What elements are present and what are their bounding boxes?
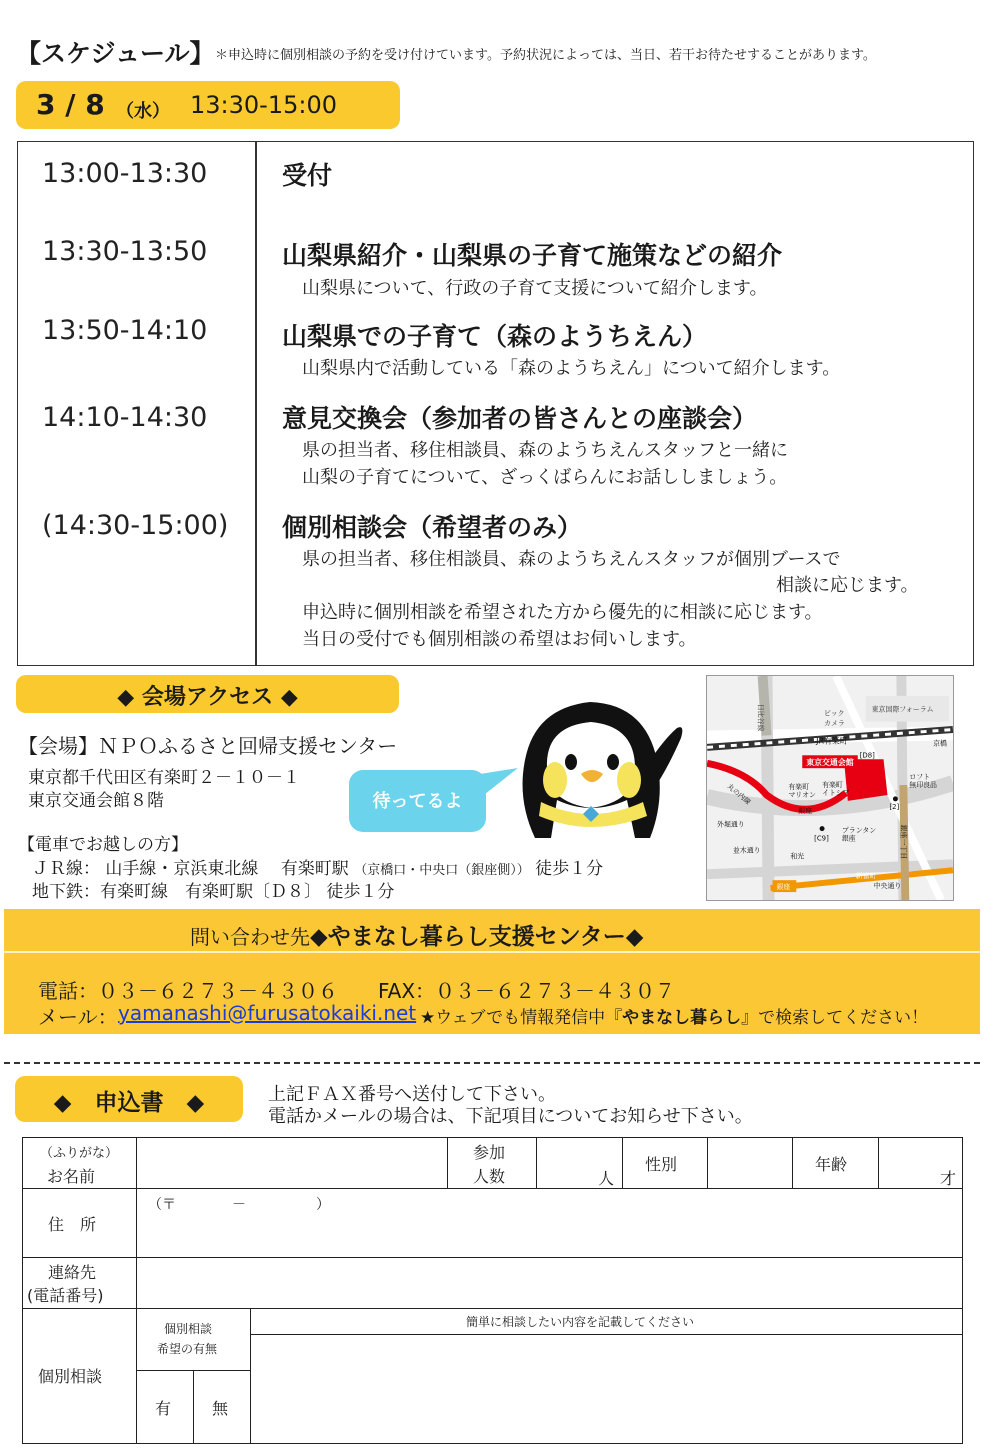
- name-field[interactable]: [136, 1137, 448, 1189]
- event-date: 3 / 8: [36, 88, 105, 121]
- svg-text:マリオン: マリオン: [788, 790, 816, 799]
- venue-name: 【会場】ＮＰＯふるさと回帰支援センター: [18, 734, 398, 758]
- contact-label-2: (電話番号): [27, 1286, 104, 1305]
- svg-text:イトシア: イトシア: [822, 788, 850, 797]
- schedule-title-3: 山梨県での子育て（森のようちえん）: [282, 322, 708, 351]
- consult-content-field[interactable]: [250, 1334, 963, 1444]
- venue-address-2: 東京交通会館８階: [28, 791, 164, 811]
- map-label-c9: [C9]: [814, 834, 829, 843]
- age-unit: 才: [940, 1169, 957, 1188]
- consult-note: 簡単に相談したい内容を記載してください: [466, 1315, 695, 1329]
- schedule-title-1: 受付: [282, 161, 333, 190]
- schedule-title-5: 個別相談会（希望者のみ）: [282, 513, 583, 542]
- svg-text:プランタン: プランタン: [841, 826, 877, 835]
- jr-exit: （京橋口・中央口（銀座側））: [354, 863, 530, 878]
- map-label-kyobashi: 京橋: [933, 739, 947, 748]
- schedule-desc-5d: 当日の受付でも個別相談の希望はお伺いします。: [302, 629, 697, 650]
- consult-no-label: 無: [212, 1399, 229, 1418]
- map-label-sotobori: 外堀通り: [717, 820, 745, 829]
- map-label-bic: ビック: [824, 709, 845, 718]
- contact-heading-name: ◆やまなし暮らし支援センター◆: [310, 924, 644, 950]
- train-access-label: 【電車でお越しの方】: [18, 835, 188, 855]
- contact-email-link[interactable]: yamanashi@furusatokaiki.net: [118, 1001, 417, 1025]
- address-label: 住 所: [48, 1215, 97, 1234]
- venue-heading: ◆ 会場アクセス ◆: [117, 685, 298, 710]
- name-label: お名前: [47, 1167, 96, 1186]
- map-label-chuo: 中央通り: [873, 882, 902, 891]
- consult-yes-label: 有: [155, 1399, 172, 1418]
- gender-field[interactable]: [707, 1137, 793, 1189]
- schedule-time-1: 13:00-13:30: [42, 158, 208, 189]
- contact-heading: [190, 918, 643, 951]
- count-label-1: 参加: [473, 1143, 506, 1162]
- bubble-text: 待ってるよ: [372, 791, 463, 812]
- map-label-d8: [D8]: [859, 751, 875, 760]
- age-label: 年齢: [815, 1155, 848, 1174]
- schedule-desc-5c: 申込時に個別相談を希望された方から優先的に相談に応じます。: [302, 602, 823, 623]
- furigana-label: （ふりがな）: [40, 1146, 119, 1161]
- schedule-divider: [255, 141, 257, 666]
- venue-map: [706, 675, 954, 901]
- contact-phone: 電話：０３－６２７３－４３０６: [38, 979, 338, 1003]
- map-label-marunouchi: 丸の内線: [725, 782, 752, 807]
- schedule-title: 【スケジュール】: [16, 39, 215, 68]
- jr-walk: 徒歩１分: [535, 859, 604, 879]
- schedule-desc-3: 山梨県内で活動している「森のようちえん」について紹介します。: [302, 358, 841, 379]
- form-heading: ◆ 申込書 ◆: [53, 1090, 205, 1116]
- map-label-hibiya: 日比谷線: [756, 703, 765, 732]
- consult-wish-label-1: 個別相談: [164, 1322, 213, 1336]
- map-label-kotsu: 東京交通会館: [806, 758, 854, 768]
- schedule-time-2: 13:30-13:50: [42, 236, 208, 267]
- schedule-desc-4b: 山梨の子育てについて、ざっくばらんにお話ししましょう。: [302, 467, 788, 488]
- web-suffix: 』で検索してください！: [741, 1008, 929, 1028]
- count-label-2: 人数: [473, 1167, 506, 1186]
- jr-lines: 山手線・京浜東北線 有楽町駅: [105, 859, 349, 879]
- contact-web-note: [420, 1003, 928, 1028]
- contact-fax: FAX：０３－６２７３－４３０７: [378, 979, 676, 1003]
- contact-label-1: 連絡先: [48, 1263, 97, 1282]
- form-instruction-1: 上記ＦＡＸ番号へ送付して下さい。: [268, 1084, 556, 1105]
- subway-access: 地下鉄：有楽町線 有楽町駅〔Ｄ８〕 徒歩１分: [32, 882, 395, 902]
- map-label-forum: 東京国際フォーラム: [871, 705, 934, 714]
- web-prefix: ★ウェブでも情報発信中『: [420, 1008, 623, 1028]
- form-instruction-2: 電話かメールの場合は、下記項目についてお知らせ下さい。: [268, 1106, 753, 1127]
- svg-text:無印良品: 無印良品: [909, 781, 937, 790]
- map-label-ginza1: 銀座一丁目: [899, 824, 908, 860]
- schedule-time-4: 14:10-14:30: [42, 402, 208, 433]
- schedule-desc-2: 山梨県について、行政の子育て支援について紹介します。: [302, 278, 768, 299]
- phone-field[interactable]: [136, 1257, 963, 1309]
- svg-text:カメラ: カメラ: [824, 719, 845, 728]
- consult-wish-label-2: 希望の有無: [157, 1342, 218, 1356]
- person-unit: 人: [598, 1169, 615, 1188]
- map-label-namiki: 並木通り: [732, 846, 761, 855]
- penguin-mascot-icon: [495, 690, 695, 838]
- web-name: やまなし暮らし: [622, 1008, 742, 1028]
- svg-text:銀座: 銀座: [841, 834, 856, 843]
- svg-text:有楽町: 有楽町: [788, 782, 810, 791]
- venue-address-1: 東京都千代田区有楽町２－１０－１: [28, 768, 300, 788]
- schedule-title-2: 山梨県紹介・山梨県の子育て施策などの紹介: [282, 241, 783, 270]
- event-time: 13:30-15:00: [190, 91, 337, 119]
- svg-text:ロフト: ロフト: [909, 773, 931, 782]
- map-label-jr: JR有楽町: [816, 736, 848, 746]
- gender-label: 性別: [645, 1155, 678, 1174]
- map-label-ginza-st: 銀座: [776, 883, 791, 892]
- contact-separator: [4, 951, 980, 953]
- postal-code-hint: （〒 － ）: [148, 1197, 330, 1213]
- map-label-wako: 和光: [790, 852, 805, 861]
- contact-mail-label: メール：: [38, 1005, 118, 1029]
- schedule-note: ＊申込時に個別相談の予約を受け付けています。予約状況によっては、当日、若干お待たせすることがあります。: [215, 48, 876, 63]
- schedule-desc-4a: 県の担当者、移住相談員、森のようちえんスタッフと一緒に: [302, 440, 788, 461]
- jr-prefix: ＪＲ線：: [32, 859, 100, 879]
- contact-heading-prefix: 問い合わせ先: [190, 925, 310, 949]
- map-label-shintomi: 新富町: [855, 872, 877, 881]
- svg-text:有楽町: 有楽町: [822, 781, 843, 790]
- schedule-time-5: (14:30-15:00): [42, 510, 229, 541]
- consult-label: 個別相談: [38, 1367, 103, 1386]
- schedule-time-3: 13:50-14:10: [42, 315, 208, 346]
- schedule-desc-5a: 県の担当者、移住相談員、森のようちえんスタッフが個別ブースで: [302, 549, 841, 570]
- schedule-title-4: 意見交換会（参加者の皆さんとの座談会）: [282, 404, 758, 433]
- jr-access: [32, 854, 603, 879]
- cut-line: [4, 1062, 980, 1064]
- map-label-ginza: 銀座: [798, 806, 813, 815]
- schedule-desc-5b: 相談に応じます。: [776, 575, 919, 596]
- event-weekday: （水）: [116, 101, 170, 122]
- map-label-two: [2]: [889, 802, 900, 811]
